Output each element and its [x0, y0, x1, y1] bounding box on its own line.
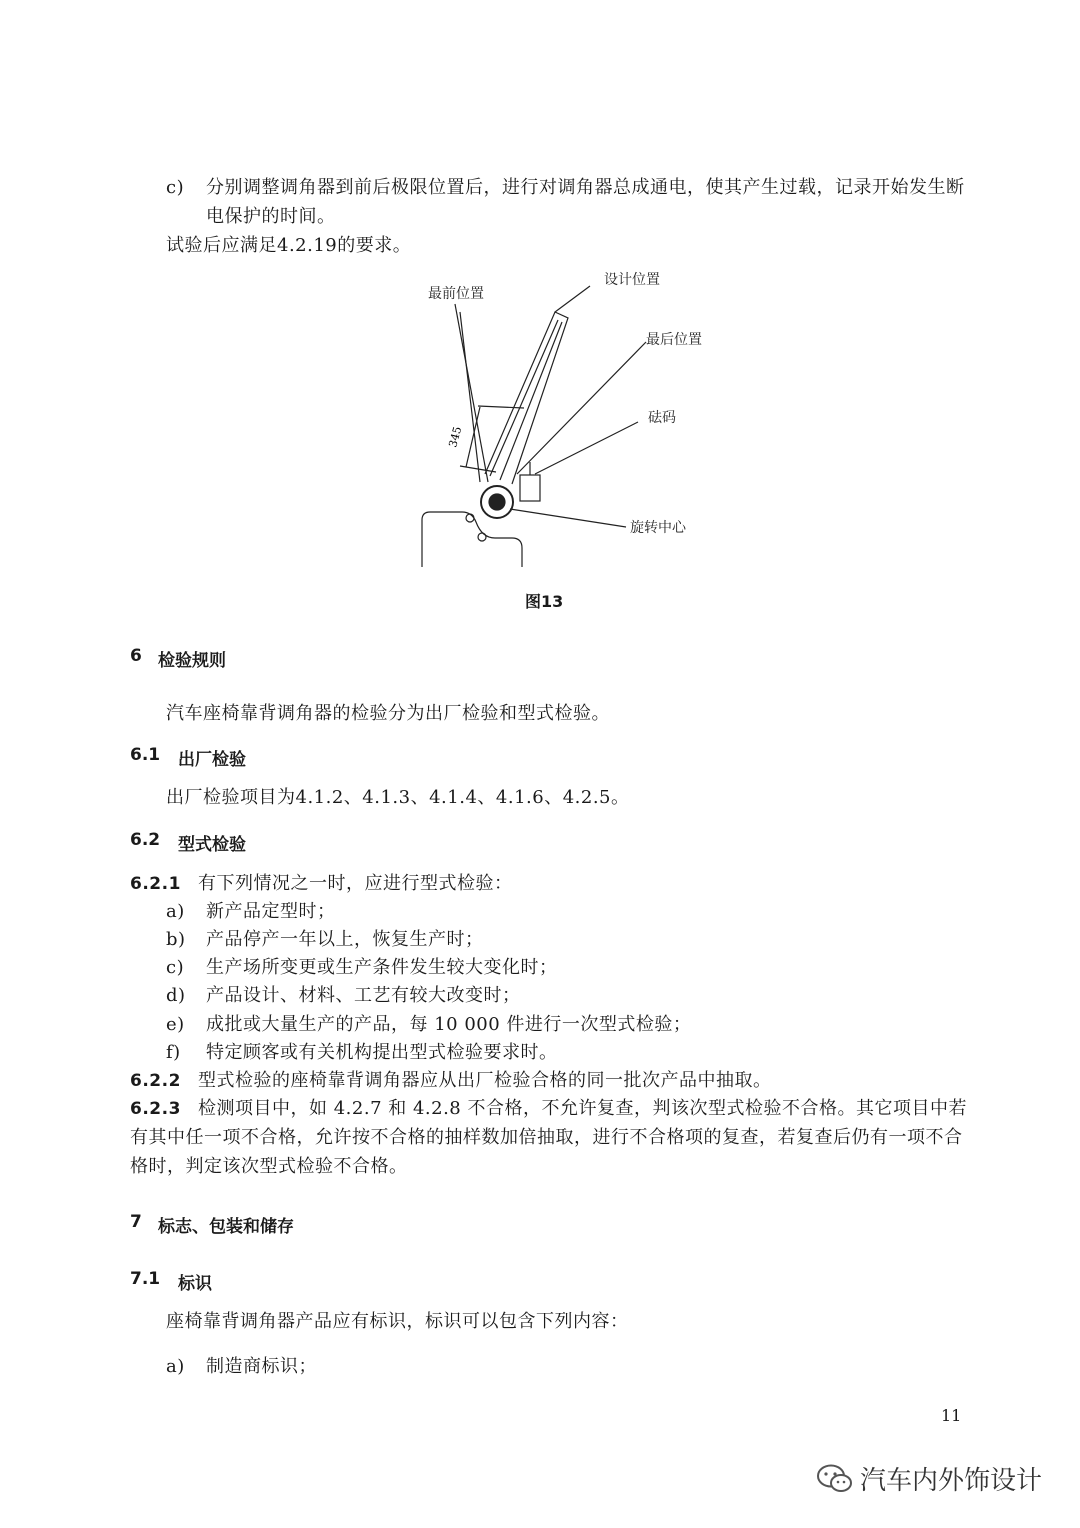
section-heading-6: [130, 646, 226, 671]
section-number: 6.2: [130, 830, 161, 850]
list-item: [166, 928, 484, 952]
list-text: 产品设计、材料、工艺有较大改变时；: [206, 985, 521, 1006]
list-item: [166, 1041, 558, 1065]
list-text-continuation: 电保护的时间。: [206, 206, 336, 227]
list-item: [166, 1355, 317, 1379]
list-text: 产品停产一年以上，恢复生产时；: [206, 929, 484, 950]
list-text: 特定顾客或有关机构提出型式检验要求时。: [206, 1042, 558, 1063]
clause-text: 有下列情况之一时，应进行型式检验：: [198, 873, 513, 894]
wechat-icon: [816, 1463, 854, 1495]
figure-13-diagram: [400, 262, 720, 572]
label-rotation-center: 旋转中心: [630, 520, 686, 536]
seat-frame: [422, 512, 522, 567]
clause-text-continuation: 格时，判定该次型式检验不合格。: [130, 1156, 408, 1177]
section-heading-6-2: [130, 830, 246, 855]
list-item: [166, 984, 521, 1008]
clause-text: 检测项目中，如 4.2.7 和 4.2.8 不合格，不允许复查，判该次型式检验不合格。其它项目中若: [198, 1098, 967, 1119]
section-title: 标识: [178, 1274, 212, 1294]
watermark-text: 汽车内外饰设计: [860, 1466, 1043, 1496]
list-label: e): [166, 1014, 185, 1035]
list-text: 制造商标识；: [206, 1356, 317, 1377]
list-text: 成批或大量生产的产品，每 10 000 件进行一次型式检验；: [206, 1014, 692, 1035]
list-label: f): [166, 1042, 181, 1063]
section-number: 7: [130, 1212, 142, 1232]
section-heading-7: [130, 1212, 294, 1237]
dimension-label: 345: [446, 425, 465, 449]
list-label: c): [166, 177, 185, 198]
clause-6-2-1: [130, 872, 513, 896]
list-text: 分别调整调角器到前后极限位置后，进行对调角器总成通电，使其产生过载，记录开始发生断: [206, 177, 965, 198]
watermark: [816, 1460, 1042, 1497]
section-title: 检验规则: [158, 651, 226, 671]
section-heading-6-1: [130, 745, 246, 770]
paragraph: 试验后应满足4.2.19的要求。: [166, 235, 412, 256]
page-number: 11: [941, 1406, 962, 1425]
section-title: 标志、包装和储存: [158, 1217, 294, 1237]
list-label: c): [166, 957, 185, 978]
list-text: 新产品定型时；: [206, 901, 336, 922]
clause-number: 6.2.1: [130, 874, 181, 894]
paragraph: 出厂检验项目为4.1.2、4.1.3、4.1.4、4.1.6、4.2.5。: [166, 787, 630, 808]
clause-text: 型式检验的座椅靠背调角器应从出厂检验合格的同一批次产品中抽取。: [198, 1070, 772, 1091]
clause-6-2-3: [130, 1097, 967, 1121]
section-number: 7.1: [130, 1269, 161, 1289]
section-number: 6: [130, 646, 142, 666]
list-label: d): [166, 985, 186, 1006]
list-label: a): [166, 901, 185, 922]
figure-caption: 图13: [525, 592, 564, 611]
section-title: 出厂检验: [178, 750, 246, 770]
clause-6-2-2: [130, 1069, 772, 1093]
list-item: [166, 1013, 692, 1037]
label-rear-position: 最后位置: [646, 332, 702, 348]
paragraph: 座椅靠背调角器产品应有标识，标识可以包含下列内容：: [166, 1311, 629, 1332]
clause-number: 6.2.3: [130, 1099, 181, 1119]
list-item: [166, 900, 336, 924]
paragraph: 汽车座椅靠背调角器的检验分为出厂检验和型式检验。: [166, 703, 610, 724]
clause-text-continuation: 有其中任一项不合格，允许按不合格的抽样数加倍抽取，进行不合格项的复查，若复查后仍有一项不合: [130, 1127, 963, 1148]
section-title: 型式检验: [178, 835, 246, 855]
list-item-c: [166, 176, 965, 200]
list-label: a): [166, 1356, 185, 1377]
clause-number: 6.2.2: [130, 1071, 181, 1091]
section-number: 6.1: [130, 745, 161, 765]
label-design-position: 设计位置: [604, 272, 660, 288]
list-text: 生产场所变更或生产条件发生较大变化时；: [206, 957, 558, 978]
label-weight: 砝码: [648, 410, 676, 426]
list-item: [166, 956, 558, 980]
section-heading-7-1: [130, 1269, 212, 1294]
list-label: b): [166, 929, 186, 950]
label-front-position: 最前位置: [428, 286, 484, 302]
